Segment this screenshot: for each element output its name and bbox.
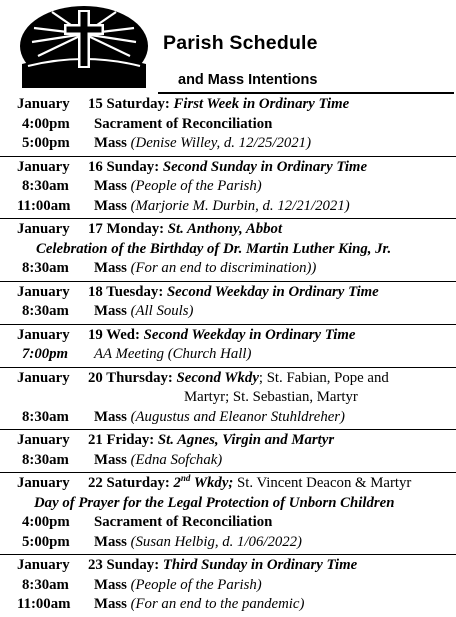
event-time: 8:30am — [22, 408, 69, 425]
day-entry — [0, 473, 456, 555]
liturgical-title: Second Wkdy — [176, 369, 259, 386]
event-time: 5:00pm — [22, 533, 70, 550]
mass-intention: (For an end to discrimination)) — [130, 260, 317, 276]
mass-intention: (People of the Parish) — [130, 178, 262, 194]
mass-intention: (Denise Willey, d. 12/25/2021) — [130, 135, 312, 151]
day-entry — [0, 430, 456, 473]
month: January — [17, 432, 70, 448]
event-label: Mass — [94, 178, 127, 194]
date-day: 22 Saturday: — [88, 475, 170, 491]
event-label: Mass — [94, 197, 127, 214]
month: January — [17, 158, 70, 175]
date-day: 19 Wed: — [88, 326, 140, 343]
event-label: Mass — [94, 260, 127, 276]
day-entry — [0, 555, 456, 617]
header — [0, 0, 456, 96]
day-entry — [0, 219, 456, 282]
title-ordinal: nd — [180, 473, 191, 484]
day-entry — [0, 282, 456, 325]
liturgical-title: St. Anthony, Abbot — [167, 221, 283, 237]
date-day: 20 Thursday: — [88, 369, 173, 386]
title-continuation: ; St. Fabian, Pope and — [258, 369, 389, 386]
liturgical-title: Second Weekday in Ordinary Time — [166, 283, 379, 300]
month: January — [17, 326, 70, 343]
observance: Day of Prayer for the Legal Protection of Unborn Children — [34, 494, 395, 511]
event-time: 5:00pm — [22, 135, 70, 151]
day-entry — [0, 368, 456, 431]
event-label: Mass — [94, 135, 127, 151]
title-continuation: Martyr; St. Sebastian, Martyr — [184, 389, 358, 405]
event-time: 8:30am — [22, 260, 69, 276]
event-time: 8:30am — [22, 303, 69, 319]
day-entry — [0, 94, 456, 157]
event-label: Mass — [94, 408, 127, 425]
title-number: 2 — [173, 475, 181, 491]
liturgical-title: Second Weekday in Ordinary Time — [143, 326, 356, 343]
event-time: 11:00am — [17, 596, 71, 612]
title-continuation: St. Vincent Deacon & Martyr — [237, 475, 412, 491]
liturgical-title: First Week in Ordinary Time — [173, 96, 350, 112]
mass-intention: (Edna Sofchak) — [130, 451, 223, 468]
event-label: Sacrament of Reconciliation — [94, 115, 273, 132]
event-time: 4:00pm — [22, 514, 70, 530]
liturgical-title: Third Sunday in Ordinary Time — [162, 557, 358, 573]
event-label: Sacrament of Reconciliation — [94, 514, 273, 530]
date-day: 18 Tuesday: — [88, 283, 164, 300]
month: January — [17, 96, 70, 112]
event-label: Mass — [94, 596, 127, 612]
day-entry — [0, 325, 456, 368]
event-label: AA Meeting (Church Hall) — [94, 346, 252, 362]
date-day: 21 Friday: — [88, 432, 155, 448]
liturgical-title: Second Sunday in Ordinary Time — [162, 158, 368, 175]
mass-intention: (People of the Parish) — [130, 576, 262, 593]
cross-sunburst-logo-icon — [18, 4, 150, 88]
page-title: Parish Schedule — [163, 32, 318, 54]
event-label: Mass — [94, 303, 127, 319]
event-time: 8:30am — [22, 178, 69, 194]
month: January — [17, 221, 70, 237]
mass-intention: (Augustus and Eleanor Stuhldreher) — [130, 408, 345, 425]
event-label: Mass — [94, 451, 127, 468]
month: January — [17, 283, 70, 300]
page-subtitle: and Mass Intentions — [178, 72, 318, 88]
date-day: 16 Sunday: — [88, 158, 160, 175]
liturgical-title: St. Agnes, Virgin and Martyr — [157, 432, 335, 448]
event-time: 8:30am — [22, 576, 69, 593]
date-day: 15 Saturday: — [88, 96, 170, 112]
month: January — [17, 369, 70, 386]
event-time: 4:00pm — [22, 115, 70, 132]
date-day: 23 Sunday: — [88, 557, 160, 573]
mass-intention: (All Souls) — [130, 303, 194, 319]
event-label: Mass — [94, 533, 127, 550]
event-time: 7:00pm — [22, 346, 69, 362]
month: January — [17, 557, 70, 573]
observance: Celebration of the Birthday of Dr. Martin Luther King, Jr. — [36, 240, 392, 257]
event-time: 8:30am — [22, 451, 69, 468]
liturgical-title: Wkdy; — [193, 475, 234, 491]
event-time: 11:00am — [17, 197, 71, 214]
mass-intention: (Marjorie M. Durbin, d. 12/21/2021) — [130, 197, 350, 214]
mass-intention: (For an end to the pandemic) — [130, 596, 305, 612]
date-day: 17 Monday: — [88, 221, 165, 237]
day-entry — [0, 157, 456, 220]
schedule-list — [0, 94, 456, 617]
mass-intention: (Susan Helbig, d. 1/06/2022) — [130, 533, 302, 550]
month: January — [17, 475, 70, 491]
event-label: Mass — [94, 576, 127, 593]
